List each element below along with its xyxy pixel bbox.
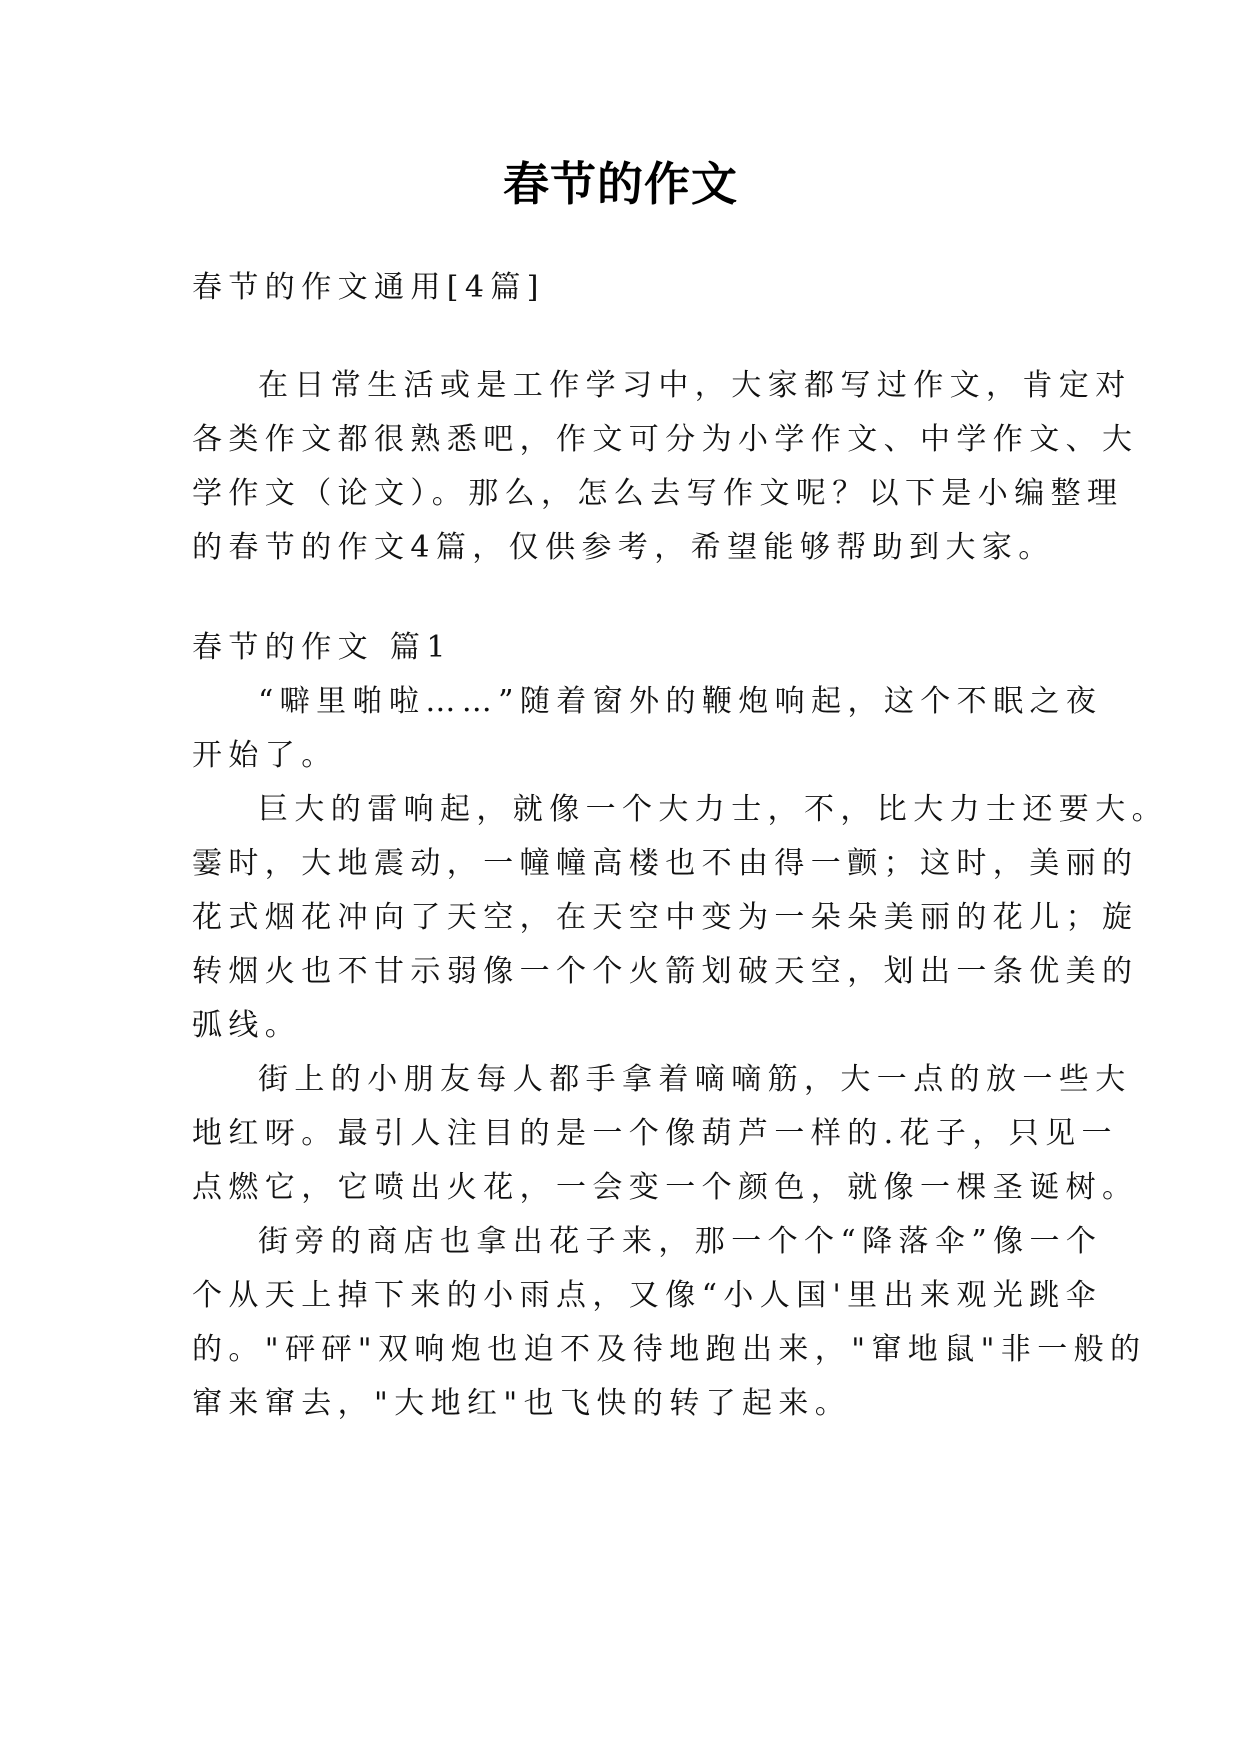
- paragraph-line: 开始了。: [192, 738, 338, 773]
- paragraph-line: 街上的小朋友每人都手拿着嘀嘀筋，大一点的放一些大: [258, 1062, 1132, 1097]
- paragraph-line: 的。"砰砰"双响炮也迫不及待地跑出来，"窜地鼠"非一般的: [192, 1332, 1147, 1367]
- paragraph-line: 弧线。: [192, 1008, 302, 1043]
- intro-line: 的春节的作文4篇，仅供参考，希望能够帮助到大家。: [192, 530, 1055, 565]
- paragraph-line: “噼里啪啦……”随着窗外的鞭炮响起，这个不眠之夜: [258, 684, 1103, 719]
- section-heading: 春节的作文 篇1: [192, 630, 452, 665]
- paragraph-line: 地红呀。最引人注目的是一个像葫芦一样的.花子，只见一: [192, 1116, 1118, 1151]
- intro-line: 各类作文都很熟悉吧，作文可分为小学作文、中学作文、大: [192, 422, 1139, 457]
- document-title: 春节的作文: [503, 157, 738, 211]
- paragraph-line: 窜来窜去，"大地红"也飞快的转了起来。: [192, 1386, 852, 1421]
- intro-line: 在日常生活或是工作学习中，大家都写过作文，肯定对: [258, 368, 1132, 403]
- paragraph-line: 巨大的雷响起，就像一个大力士，不，比大力士还要大。: [258, 792, 1168, 827]
- paragraph-line: 霎时，大地震动，一幢幢高楼也不由得一颤；这时，美丽的: [192, 846, 1139, 881]
- document-subtitle: 春节的作文通用[4篇]: [192, 270, 545, 305]
- paragraph-line: 点燃它，它喷出火花，一会变一个颜色，就像一棵圣诞树。: [192, 1170, 1139, 1205]
- paragraph-line: 个从天上掉下来的小雨点，又像“小人国'里出来观光跳伞: [192, 1278, 1102, 1313]
- paragraph-line: 转烟火也不甘示弱像一个个火箭划破天空，划出一条优美的: [192, 954, 1139, 989]
- intro-line: 学作文（论文）。那么，怎么去写作文呢？以下是小编整理: [192, 476, 1124, 511]
- paragraph-line: 街旁的商店也拿出花子来，那一个个“降落伞”像一个: [258, 1224, 1103, 1259]
- paragraph-line: 花式烟花冲向了天空，在天空中变为一朵朵美丽的花儿；旋: [192, 900, 1139, 935]
